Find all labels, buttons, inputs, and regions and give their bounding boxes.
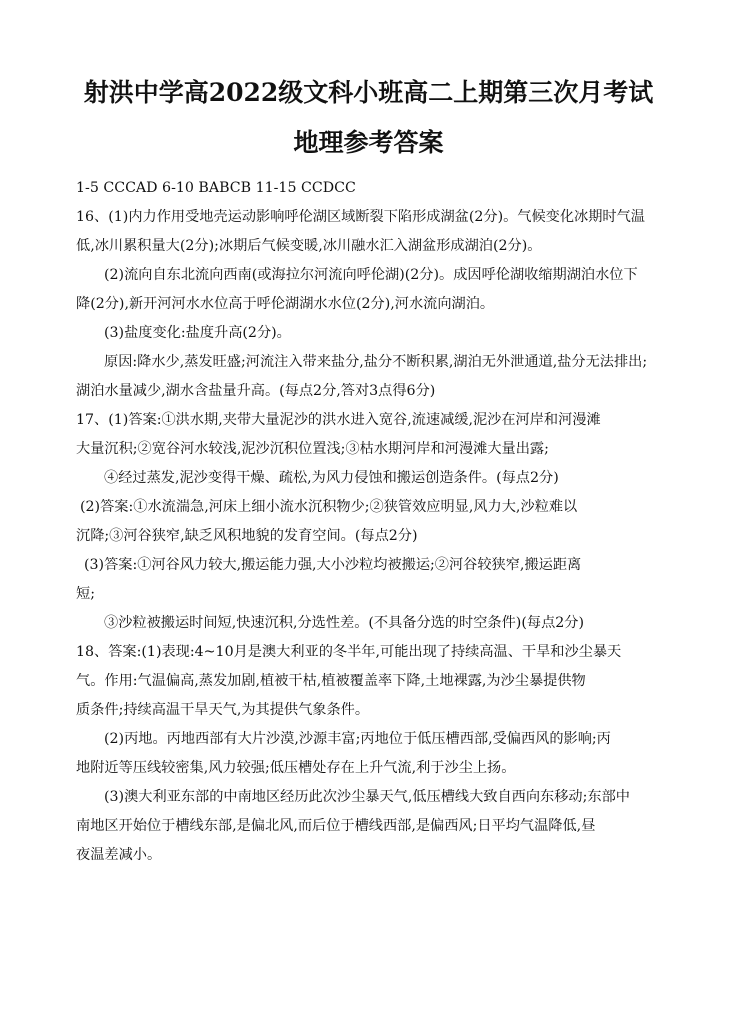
q17-part3-line3: ③沙粒被搬运时间短,快速沉积,分选性差。(不具备分选的时空条件)(每点2分) xyxy=(104,615,585,631)
q18-part1-line3: 质条件;持续高温干旱天气,为其提供气象条件。 xyxy=(76,702,370,718)
q16-part2-line2: 降(2分),新开河河水水位高于呼伦湖湖水水位(2分),河水流向湖泊。 xyxy=(76,296,495,312)
q17-part3-line1: (3)答案:①河谷风力较大,搬运能力强,大小沙粒均被搬运;②河谷较狭窄,搬运距离 xyxy=(84,557,582,573)
q17-part1-line2: 大量沉积;②宽谷河水较浅,泥沙沉积位置浅;③枯水期河岸和河漫滩大量出露; xyxy=(76,441,549,457)
q17-part2-line1: (2)答案:①水流湍急,河床上细小流水沉积物少;②狭管效应明显,风力大,沙粒难以 xyxy=(80,499,578,515)
q18-part3-line3: 夜温差减小。 xyxy=(76,847,162,863)
q18-part1-line1: 18、答案:(1)表现:4~10月是澳大利亚的冬半年,可能出现了持续高温、干旱和沙尘暴天 xyxy=(76,644,622,660)
q17-part2-line2: 沉降;③河谷狭窄,缺乏风积地貌的发育空间。(每点2分) xyxy=(76,528,418,544)
q16-part3-line1: (3)盐度变化:盐度升高(2分)。 xyxy=(104,325,291,341)
q18-part3-line2: 南地区开始位于槽线东部,是偏北风,而后位于槽线西部,是偏西风;日平均气温降低,昼 xyxy=(76,818,596,834)
q16-part1-line2: 低,冰川累积量大(2分);冰期后气候变暖,冰川融水汇入湖盆形成湖泊(2分)。 xyxy=(76,238,542,254)
q17-part3-line2: 短; xyxy=(76,586,95,602)
q16-part3-line3: 湖泊水量减少,湖水含盐量升高。(每点2分,答对3点得6分) xyxy=(76,383,436,399)
q18-part2-line2: 地附近等压线较密集,风力较强;低压槽处存在上升气流,利于沙尘上扬。 xyxy=(76,760,516,776)
q18-part3-line1: (3)澳大利亚东部的中南地区经历此次沙尘暴天气,低压槽线大致自西向东移动;东部中 xyxy=(104,789,630,805)
document-title: 射洪中学高2022级文科小班高二上期第三次月考试 xyxy=(83,78,654,107)
q17-part1-line3: ④经过蒸发,泥沙变得干燥、疏松,为风力侵蚀和搬运创造条件。(每点2分) xyxy=(104,470,559,486)
document-subtitle: 地理参考答案 xyxy=(293,128,444,157)
q17-part1-line1: 17、(1)答案:①洪水期,夹带大量泥沙的洪水进入宽谷,流速减缓,泥沙在河岸和河漫滩 xyxy=(76,412,601,428)
answer-content xyxy=(76,174,664,870)
q18-part1-line2: 气。作用:气温偏高,蒸发加剧,植被干枯,植被覆盖率下降,土地裸露,为沙尘暴提供物 xyxy=(76,673,586,689)
q16-part3-line2: 原因:降水少,蒸发旺盛;河流注入带来盐分,盐分不断积累,湖泊无外泄通道,盐分无法排出; xyxy=(104,354,648,370)
q16-part1-line1: 16、(1)内力作用受地壳运动影响呼伦湖区域断裂下陷形成湖盆(2分)。气候变化冰期时气温 xyxy=(76,209,645,225)
q18-part2-line1: (2)丙地。丙地西部有大片沙漠,沙源丰富;丙地位于低压槽西部,受偏西风的影响;丙 xyxy=(104,731,611,747)
mc-answers-line: 1-5 CCCAD 6-10 BABCB 11-15 CCDCC xyxy=(76,180,356,196)
q16-part2-line1: (2)流向自东北流向西南(或海拉尔河流向呼伦湖)(2分)。成因呼伦湖收缩期湖泊水位下 xyxy=(104,267,638,283)
